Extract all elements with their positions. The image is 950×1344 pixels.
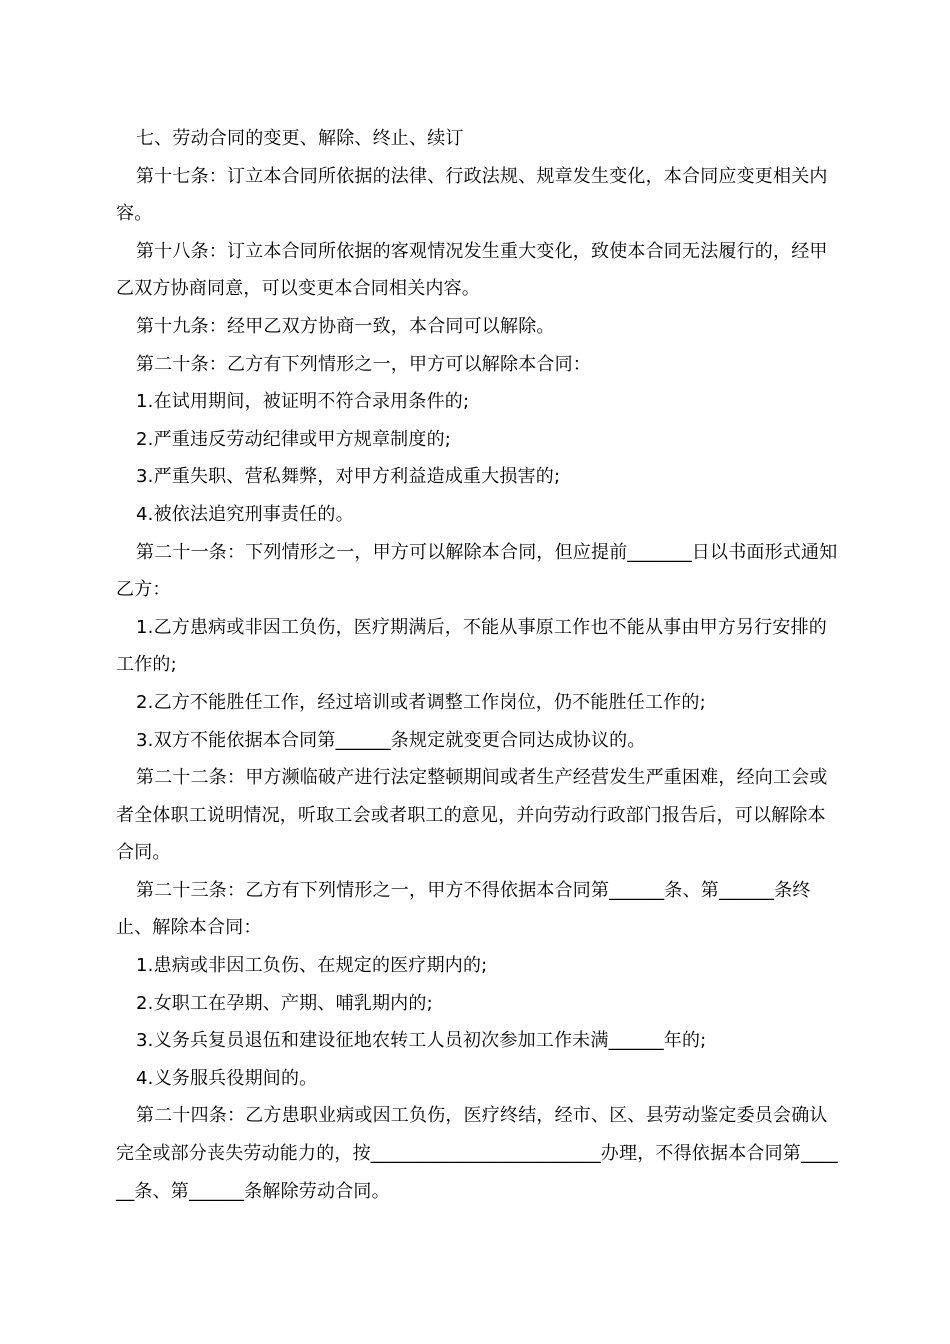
article-24: 第二十四条：乙方患职业病或因工负伤，医疗终结，经市、区、县劳动鉴定委员会确认完全或部分丧失劳动能力的，按_________________________办理，不得依据本合同第______条、第______条解除劳动合同。 (116, 1105, 838, 1202)
article-19: 第十九条：经甲乙双方协商一致，本合同可以解除。 (136, 315, 555, 337)
article-18: 第十八条：订立本合同所依据的客观情况发生重大变化，致使本合同无法履行的，经甲乙双方协商同意，可以变更本合同相关内容。 (116, 240, 828, 300)
article-20-item-1: 1.在试用期间，被证明不符合录用条件的; (136, 391, 470, 413)
article-23-item-1: 1.患病或非因工负伤、在规定的医疗期内的; (136, 955, 488, 977)
article-20: 第二十条：乙方有下列情形之一，甲方可以解除本合同： (136, 353, 591, 375)
article-21-item-1: 1.乙方患病或非因工负伤，医疗期满后，不能从事原工作也不能从事由甲方另行安排的工作的; (116, 616, 827, 676)
article-23-item-3: 3.义务兵复员退伍和建设征地农转工人员初次参加工作未满______年的; (136, 1030, 707, 1052)
article-20-item-2: 2.严重违反劳动纪律或甲方规章制度的; (136, 428, 452, 450)
section-heading: 七、劳动合同的变更、解除、终止、续订 (136, 128, 464, 149)
article-23-item-2: 2.女职工在孕期、产期、哺乳期内的; (136, 992, 433, 1014)
article-17: 第十七条：订立本合同所依据的法律、行政法规、规章发生变化，本合同应变更相关内容。 (116, 165, 828, 225)
article-21-item-2: 2.乙方不能胜任工作，经过培训或者调整工作岗位，仍不能胜任工作的; (136, 691, 706, 713)
article-23: 第二十三条：乙方有下列情形之一，甲方不得依据本合同第______条、第______条终止、解除本合同： (116, 879, 811, 939)
article-20-item-3: 3.严重失职、营私舞弊，对甲方利益造成重大损害的; (136, 466, 561, 488)
article-21-item-3: 3.双方不能依据本合同第______条规定就变更合同达成协议的。 (136, 729, 646, 751)
document-body (116, 120, 838, 1210)
article-21: 第二十一条：下列情形之一，甲方可以解除本合同，但应提前_______日以书面形式通知乙方： (116, 541, 838, 601)
article-20-item-4: 4.被依法追究刑事责任的。 (136, 503, 354, 525)
article-23-item-4: 4.义务服兵役期间的。 (136, 1067, 318, 1089)
article-22: 第二十二条：甲方濒临破产进行法定整顿期间或者生产经营发生严重困难，经向工会或者全体职工说明情况，听取工会或者职工的意见，并向劳动行政部门报告后，可以解除本合同。 (116, 767, 828, 864)
